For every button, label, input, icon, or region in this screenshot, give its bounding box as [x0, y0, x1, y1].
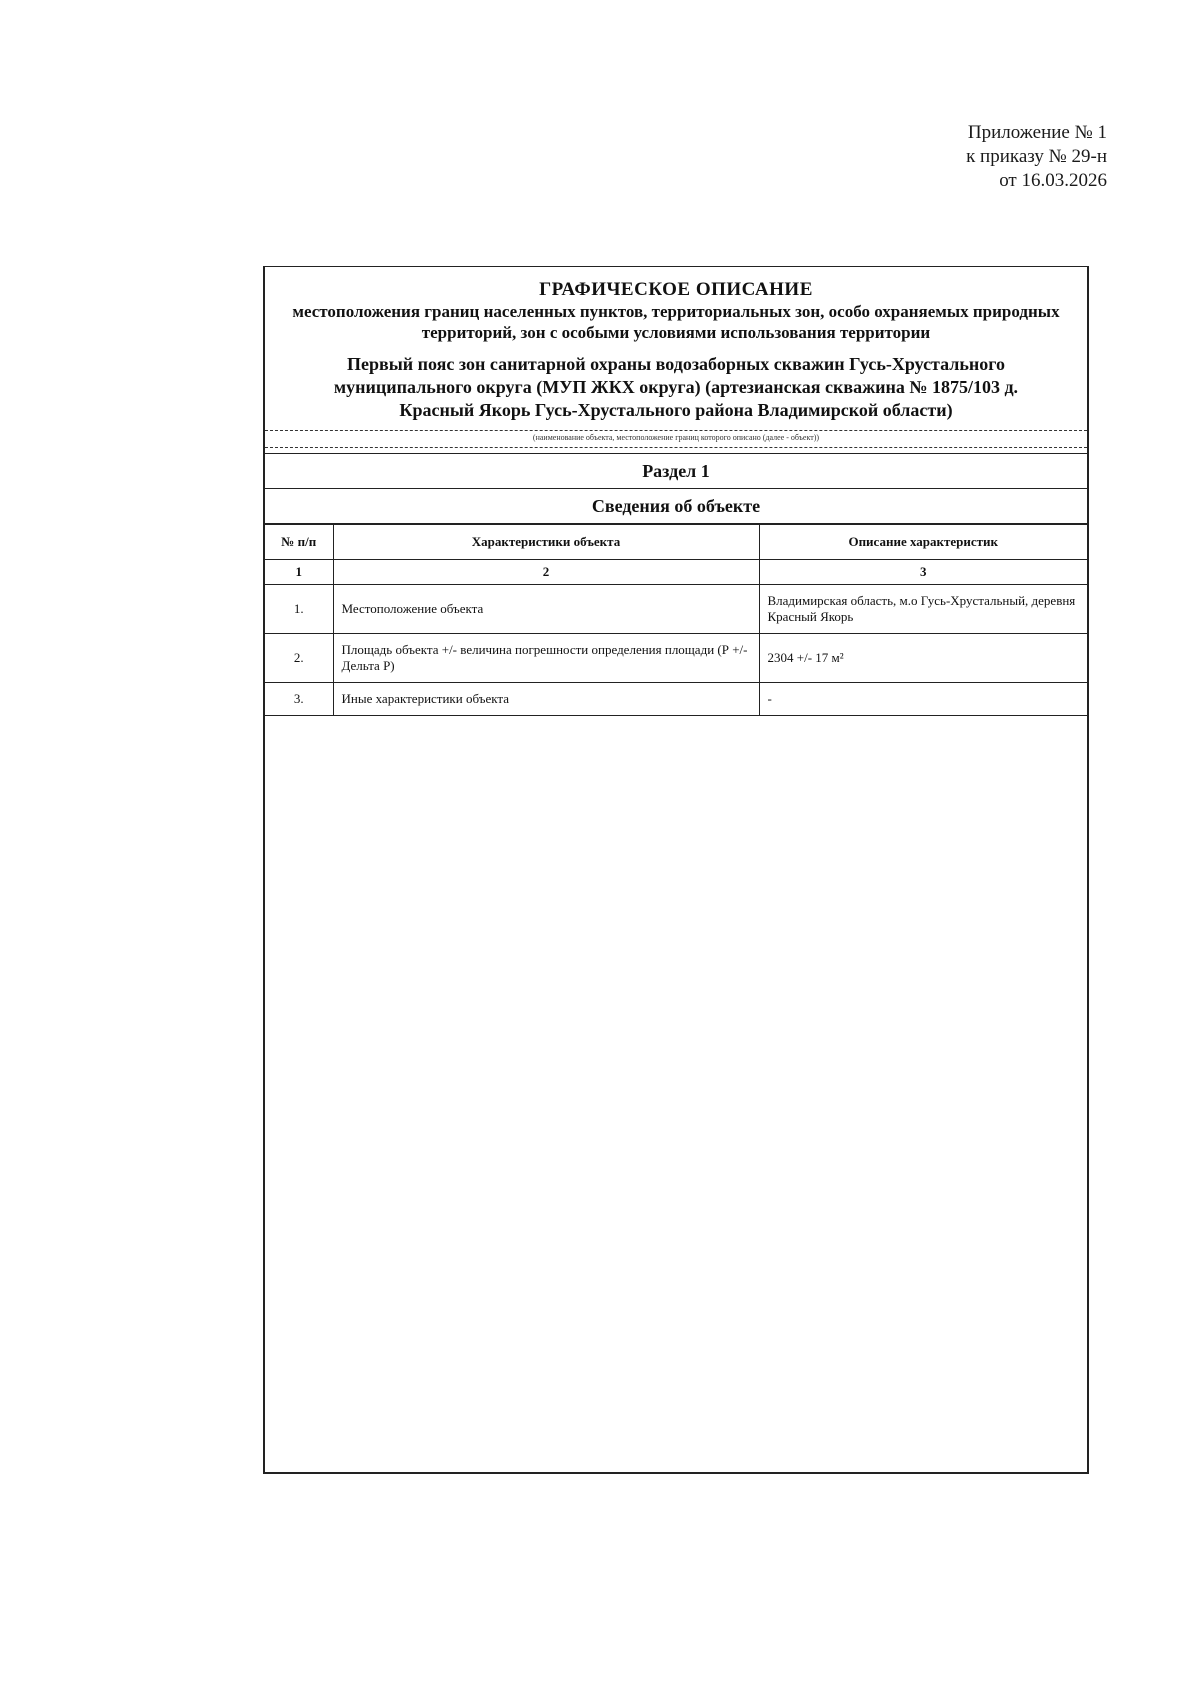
row-description: - — [759, 683, 1087, 716]
column-number-row — [265, 560, 1087, 585]
column-header: Описание характеристик — [759, 525, 1087, 560]
object-name-caption-line — [265, 430, 1087, 448]
object-info-table — [265, 524, 1087, 716]
document-frame — [263, 266, 1089, 1474]
document-subtitle: местоположения границ населенных пунктов, территориальных зон, особо охраняемых природных территорий, зон с особыми условиями использования территории — [292, 302, 1060, 342]
table-row — [265, 634, 1087, 683]
table-row — [265, 585, 1087, 634]
appendix-line-1: Приложение № 1 — [967, 122, 1107, 143]
column-number: 2 — [333, 560, 759, 585]
document-header — [265, 267, 1087, 422]
row-description: Владимирская область, м.о Гусь-Хрустальный, деревня Красный Якорь — [759, 585, 1087, 634]
row-description: 2304 +/- 17 м² — [759, 634, 1087, 683]
row-characteristic: Местоположение объекта — [333, 585, 759, 634]
document-title: ГРАФИЧЕСКОЕ ОПИСАНИЕ — [539, 279, 813, 300]
row-characteristic: Иные характеристики объекта — [333, 683, 759, 716]
object-info-title: Сведения об объекте — [265, 489, 1087, 524]
column-number: 1 — [265, 560, 333, 585]
table-header-row — [265, 525, 1087, 560]
row-number: 3. — [265, 683, 333, 716]
appendix-line-2: к приказу № 29-н — [966, 146, 1107, 167]
column-number: 3 — [759, 560, 1087, 585]
column-header: Характеристики объекта — [333, 525, 759, 560]
row-number: 1. — [265, 585, 333, 634]
row-number: 2. — [265, 634, 333, 683]
row-characteristic: Площадь объекта +/- величина погрешности определения площади (Р +/- Дельта Р) — [333, 634, 759, 683]
appendix-note — [807, 121, 1107, 193]
section-title: Раздел 1 — [265, 453, 1087, 489]
object-name-caption: (наименование объекта, местоположение границ которого описано (далее - объект)) — [532, 433, 820, 442]
table-row — [265, 683, 1087, 716]
object-name: Первый пояс зон санитарной охраны водозаборных скважин Гусь-Хрустального муниципального округа (МУП ЖКХ округа) (артезианская скважина № 1875/103 д. Красный Якорь Гусь-Хрустального района Владимирской области) — [333, 354, 1019, 420]
column-header: № п/п — [265, 525, 333, 560]
appendix-line-3: от 16.03.2026 — [999, 170, 1107, 191]
